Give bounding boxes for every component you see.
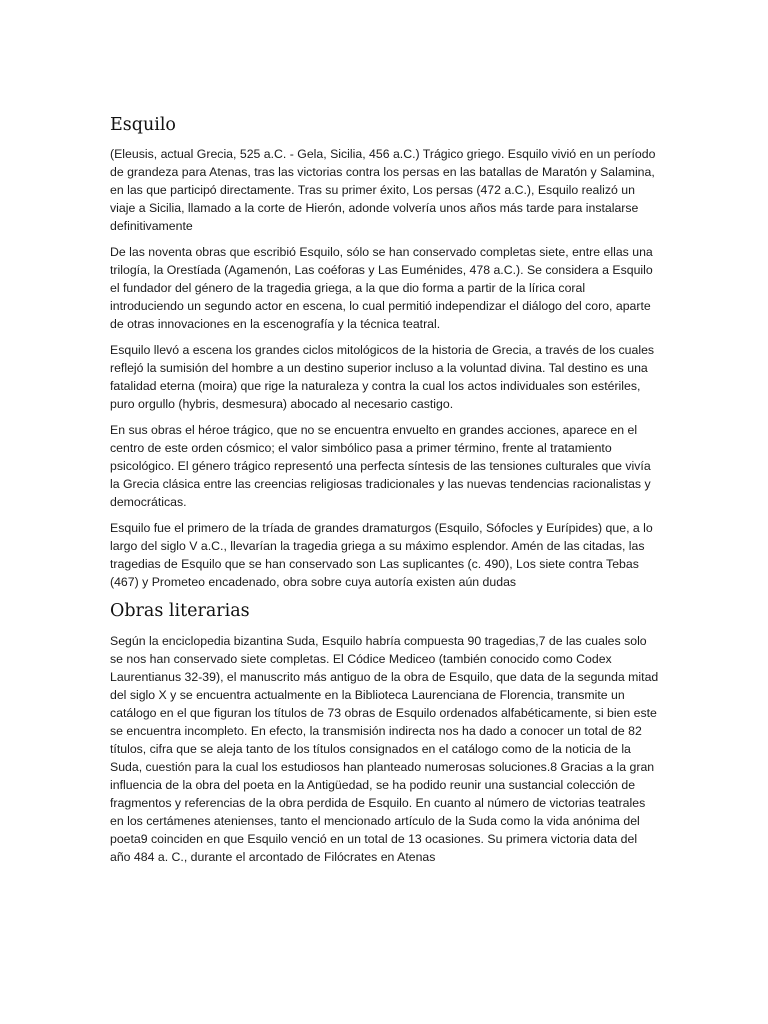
paragraph-triad: Esquilo fue el primero de la tríada de grandes dramaturgos (Esquilo, Sófocles y Eurípides) que, a lo largo del siglo V a.C., llevarían la tragedia griega a su máximo esplendor. Amén de las citadas, las tragedias de Esquilo que se han conservado son Las suplicantes (c. 490), Los siete contra Tebas (467) y Prometeo encadenado, obra sobre cuya autoría existen aún dudas: [110, 521, 653, 589]
document-page: [110, 113, 660, 874]
paragraph-works: De las noventa obras que escribió Esquilo, sólo se han conservado completas siete, entre ellas una trilogía, la Orestíada (Agamenón, Las coéforas y Las Euménides, 478 a.C.). Se considera a Esquilo el fundador del género de la tragedia griega, a la que dio forma a partir de la lírica coral introduciendo un segundo actor en escena, lo cual permitió independizar el diálogo del coro, aparte de otras innovaciones en la escenografía y la técnica teatral.: [110, 245, 653, 331]
paragraph-hero: En sus obras el héroe trágico, que no se encuentra envuelto en grandes acciones, aparece en el centro de este orden cósmico; el valor simbólico pasa a primer término, frente al tratamiento psicológico. El género trágico representó una perfecta síntesis de las tensiones culturales que vivía la Grecia clásica entre las creencias religiosas tradicionales y las nuevas tendencias racionalistas y democráticas.: [110, 423, 651, 509]
section-title-obras: Obras literarias: [110, 601, 250, 621]
paragraph-suda: Según la enciclopedia bizantina Suda, Esquilo habría compuesta 90 tragedias,7 de las cuales solo se nos han conservado siete completas. El Códice Mediceo (también conocido como Codex Laurentianus 32-39), el manuscrito más antiguo de la obra de Esquilo, que data de la segunda mitad del siglo X y se encuentra actualmente en la Biblioteca Laurenciana de Florencia, transmite un catálogo en el que figuran los títulos de 73 obras de Esquilo ordenados alfabéticamente, si bien este se encuentra incompleto. En efecto, la transmisión indirecta nos ha dado a conocer un total de 82 títulos, cifra que se aleja tanto de los títulos consignados en el catálogo como de la noticia de la Suda, cuestión para la cual los estudiosos han planteado numerosas soluciones.8 Gracias a la gran influencia de la obra del poeta en la Antigüedad, se ha podido reunir una sustancial colección de fragmentos y referencias de la obra perdida de Esquilo. En cuanto al número de victorias teatrales en los certámenes atenienses, tanto el mencionado artículo de la Suda como la vida anónima del poeta9 coinciden en que Esquilo venció en un total de 13 ocasiones. Su primera victoria data del año 484 a. C., durante el arcontado de Filócrates en Atenas: [110, 634, 659, 864]
paragraph-myth: Esquilo llevó a escena los grandes ciclos mitológicos de la historia de Grecia, a través de los cuales reflejó la sumisión del hombre a un destino superior incluso a la voluntad divina. Tal destino es una fatalidad eterna (moira) que rige la naturaleza y contra la cual los actos individuales son estériles, puro orgullo (hybris, desmesura) abocado al necesario castigo.: [110, 343, 655, 411]
page-title: Esquilo: [110, 115, 176, 135]
paragraph-intro: (Eleusis, actual Grecia, 525 a.C. - Gela, Sicilia, 456 a.C.) Trágico griego. Esquilo vivió en un período de grandeza para Atenas, tras las victorias contra los persas en las batallas de Maratón y Salamina, en las que participó directamente. Tras su primer éxito, Los persas (472 a.C.), Esquilo realizó un viaje a Sicilia, llamado a la corte de Hierón, adonde volvería unos años más tarde para instalarse definitivamente: [110, 147, 656, 233]
